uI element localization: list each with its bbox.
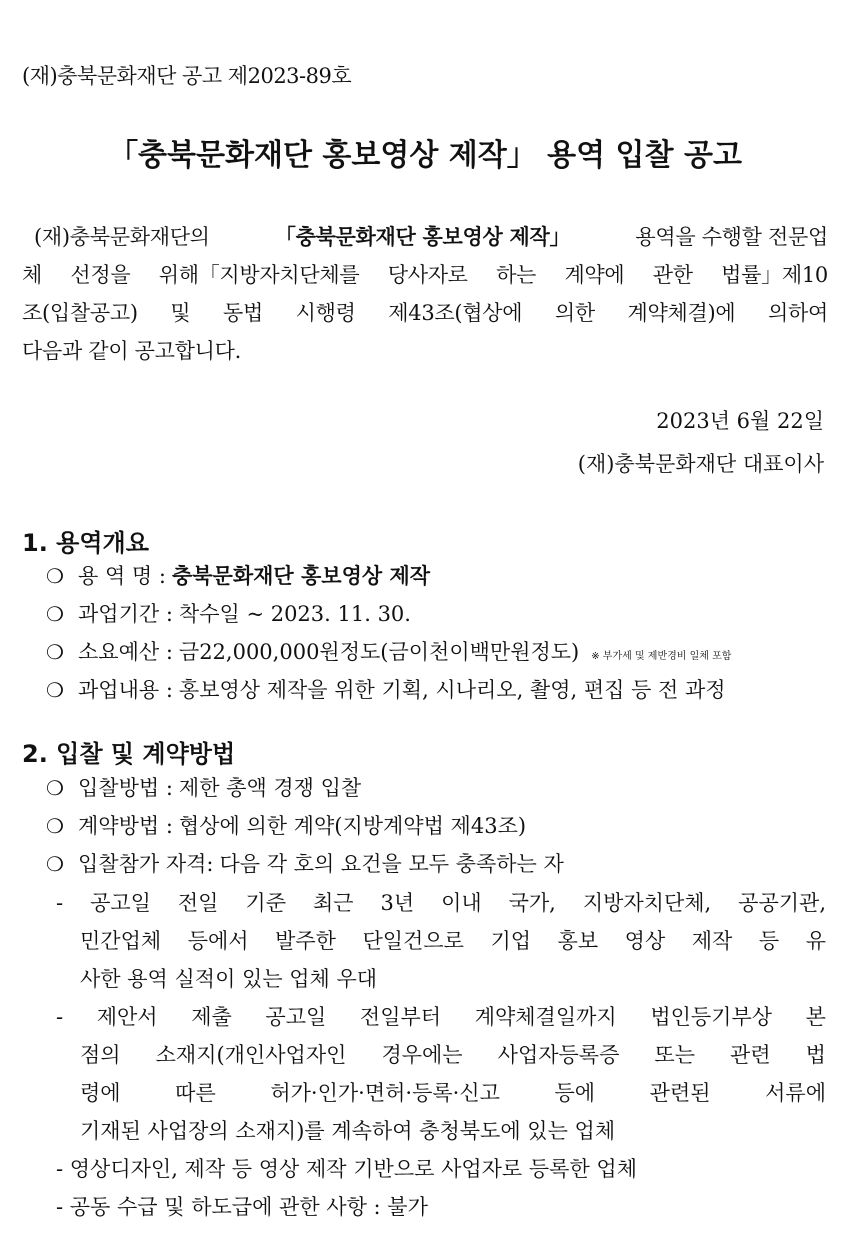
- item-value: 협상에 의한 계약(지방계약법 제43조): [178, 814, 527, 838]
- list-item: [46, 810, 526, 840]
- word: 위해「지방자치단체를: [158, 263, 360, 287]
- intro-text: 다음과 같이 공고합니다.: [22, 339, 241, 363]
- list-item: [46, 636, 731, 666]
- list-item: [46, 598, 411, 628]
- budget-note: ※ 부가세 및 제반경비 일체 포함: [591, 651, 732, 662]
- intro-line: [22, 218, 828, 256]
- list-item: [46, 674, 726, 704]
- list-item: [46, 560, 430, 590]
- intro-line: [22, 332, 828, 370]
- section-heading: 1. 용역개요: [22, 529, 149, 557]
- word: 하는: [496, 263, 537, 287]
- word: 본: [805, 1005, 826, 1029]
- word: 령에: [80, 1081, 121, 1105]
- word: 관련: [730, 1043, 771, 1067]
- word: 등에서: [187, 929, 249, 953]
- intro-line: [22, 294, 828, 332]
- word: 사업자등록증: [497, 1043, 620, 1067]
- word: 단일건으로: [362, 929, 464, 953]
- word: 계약체결)에: [627, 301, 736, 325]
- requirement-item: [56, 998, 826, 1150]
- word: 기업: [490, 929, 532, 953]
- list-item: [46, 772, 361, 802]
- list-item: [46, 848, 564, 878]
- requirement-line: [56, 998, 826, 1036]
- notice-date: 2023년 6월 22일: [656, 409, 824, 433]
- word: 동법: [223, 301, 264, 325]
- requirement-text: 사한 용역 실적이 있는 업체 우대: [80, 967, 378, 991]
- section-heading: 2. 입찰 및 계약방법: [22, 740, 236, 768]
- requirement-item: [56, 1150, 826, 1188]
- notice-number: (재)충북문화재단 공고 제2023-89호: [22, 64, 352, 88]
- word: 점의: [80, 1043, 121, 1067]
- item-label: 과업내용 :: [78, 678, 173, 702]
- intro-project-name: 「충북문화재단 홍보영상 제작」: [274, 225, 571, 249]
- word: 제안서: [96, 1005, 158, 1029]
- intro-line: [22, 256, 828, 294]
- word: 민간업체: [80, 929, 162, 953]
- requirement-line: [56, 1074, 826, 1112]
- word: 서류에: [765, 1081, 826, 1105]
- signer: (재)충북문화재단 대표이사: [577, 452, 824, 476]
- requirement-line: [56, 922, 826, 960]
- word: 법인등기부상: [650, 1005, 773, 1029]
- word: 3년: [380, 891, 415, 915]
- bullet-icon: ❍: [46, 814, 64, 838]
- word: 소재지(개인사업자인: [155, 1043, 347, 1067]
- word: 공고일: [90, 891, 151, 915]
- item-label: 용 역 명 :: [78, 564, 166, 588]
- item-label: 소요예산 :: [78, 640, 173, 664]
- item-value: 금22,000,000원정도(금이천이백만원정도): [178, 640, 580, 664]
- word: 관한: [652, 263, 693, 287]
- requirement-text: 기재된 사업장의 소재지)를 계속하여 충청북도에 있는 업체: [80, 1119, 616, 1143]
- intro-text: 용역을 수행할 전문업: [635, 225, 828, 249]
- word: 의한: [554, 301, 595, 325]
- item-label: 과업기간 :: [78, 602, 173, 626]
- word: 제출: [191, 1005, 232, 1029]
- requirement-line: [56, 960, 826, 998]
- word: 국가,: [508, 891, 556, 915]
- word: 법: [805, 1043, 826, 1067]
- item-value: 다음 각 호의 요건을 모두 충족하는 자: [219, 852, 564, 876]
- word: 기준: [245, 891, 286, 915]
- requirement-line: [56, 1112, 826, 1150]
- word: 선정을: [70, 263, 131, 287]
- word: 법률」제10: [721, 263, 828, 287]
- word: 허가·인가·면허·등록·신고: [270, 1081, 500, 1105]
- intro-paragraph: [22, 218, 828, 370]
- item-label: 입찰방법 :: [78, 776, 173, 800]
- word: 제작: [691, 929, 733, 953]
- word: 전일: [177, 891, 219, 915]
- word: 최근: [312, 891, 354, 915]
- item-label: 계약방법 :: [78, 814, 173, 838]
- bullet-icon: ❍: [46, 564, 64, 588]
- bullet-icon: ❍: [46, 678, 64, 702]
- word: 제43조(협상에: [388, 301, 523, 325]
- word: 체: [22, 263, 42, 287]
- word: 의하여: [768, 301, 828, 325]
- word: -: [56, 891, 64, 915]
- word: -: [56, 1005, 64, 1029]
- word: 공고일: [265, 1005, 327, 1029]
- word: 계약에: [564, 263, 625, 287]
- item-value: 충북문화재단 홍보영상 제작: [171, 564, 431, 588]
- intro-text: (재)충북문화재단의: [34, 225, 210, 249]
- word: 홍보: [557, 929, 599, 953]
- requirement-text: - 공동 수급 및 하도급에 관한 사항 : 불가: [56, 1195, 428, 1219]
- word: 경우에는: [381, 1043, 463, 1067]
- requirement-line: [56, 1150, 826, 1188]
- word: 따른: [175, 1081, 216, 1105]
- word: 지방자치단체,: [582, 891, 712, 915]
- item-value: 제한 총액 경쟁 입찰: [178, 776, 362, 800]
- requirement-text: - 영상디자인, 제작 등 영상 제작 기반으로 사업자로 등록한 업체: [56, 1157, 637, 1181]
- item-value: 착수일 ~ 2023. 11. 30.: [178, 602, 411, 626]
- word: 조(입찰공고): [22, 301, 138, 325]
- bullet-icon: ❍: [46, 640, 64, 664]
- word: 등에: [554, 1081, 596, 1105]
- word: 계약체결일까지: [474, 1005, 617, 1029]
- page-title: 「충북문화재단 홍보영상 제작」 용역 입찰 공고: [108, 138, 742, 173]
- word: 시행령: [295, 301, 356, 325]
- word: 전일부터: [359, 1005, 442, 1029]
- word: 유: [805, 929, 826, 953]
- bullet-icon: ❍: [46, 602, 64, 626]
- word: 및: [170, 301, 191, 325]
- item-value: 홍보영상 제작을 위한 기획, 시나리오, 촬영, 편집 등 전 과정: [178, 678, 726, 702]
- requirement-line: [56, 884, 826, 922]
- word: 당사자로: [387, 263, 468, 287]
- item-label: 입찰참가 자격:: [78, 852, 214, 876]
- bullet-icon: ❍: [46, 776, 64, 800]
- requirement-item: [56, 1188, 826, 1226]
- word: 영상: [624, 929, 666, 953]
- word: 공공기관,: [738, 891, 826, 915]
- requirement-line: [56, 1188, 826, 1226]
- word: 등: [758, 929, 780, 953]
- word: 발주한: [275, 929, 336, 953]
- word: 또는: [654, 1043, 695, 1067]
- word: 관련된: [649, 1081, 711, 1105]
- requirement-item: [56, 884, 826, 998]
- word: 이내: [441, 891, 482, 915]
- requirement-line: [56, 1036, 826, 1074]
- bullet-icon: ❍: [46, 852, 64, 876]
